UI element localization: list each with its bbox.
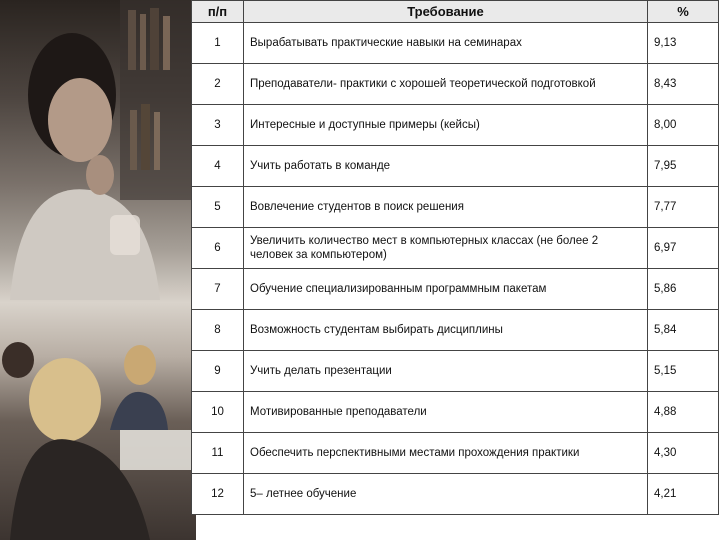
table-row (192, 269, 719, 310)
table-row (192, 474, 719, 515)
row-requirement: Возможность студентам выбирать дисциплины (244, 310, 648, 351)
header-percent: % (648, 1, 719, 23)
row-percent: 6,97 (648, 228, 719, 269)
header-requirement: Требование (244, 1, 648, 23)
row-number: 2 (192, 64, 244, 105)
table-row (192, 105, 719, 146)
row-requirement: 5– летнее обучение (244, 474, 648, 515)
row-requirement: Учить работать в команде (244, 146, 648, 187)
row-number: 11 (192, 433, 244, 474)
table-row (192, 64, 719, 105)
row-percent: 7,77 (648, 187, 719, 228)
table-row (192, 351, 719, 392)
header-number: п/п (192, 1, 244, 23)
row-number: 5 (192, 187, 244, 228)
row-percent: 4,30 (648, 433, 719, 474)
table-row (192, 310, 719, 351)
row-requirement: Вовлечение студентов в поиск решения (244, 187, 648, 228)
row-requirement: Преподаватели- практики с хорошей теоретической подготовкой (244, 64, 648, 105)
row-percent: 8,43 (648, 64, 719, 105)
row-percent: 5,15 (648, 351, 719, 392)
row-number: 12 (192, 474, 244, 515)
row-percent: 5,86 (648, 269, 719, 310)
row-number: 8 (192, 310, 244, 351)
row-requirement: Обучение специализированным программным пакетам (244, 269, 648, 310)
row-number: 3 (192, 105, 244, 146)
row-percent: 8,00 (648, 105, 719, 146)
classroom-photo (0, 0, 196, 540)
row-percent: 4,21 (648, 474, 719, 515)
table-row (192, 187, 719, 228)
row-percent: 9,13 (648, 23, 719, 64)
row-requirement: Учить делать презентации (244, 351, 648, 392)
table-row (192, 146, 719, 187)
row-percent: 4,88 (648, 392, 719, 433)
table-row (192, 392, 719, 433)
row-requirement: Интересные и доступные примеры (кейсы) (244, 105, 648, 146)
requirements-table (191, 0, 719, 515)
row-percent: 5,84 (648, 310, 719, 351)
photo-illustration (0, 0, 196, 540)
table-row (192, 433, 719, 474)
row-number: 1 (192, 23, 244, 64)
row-percent: 7,95 (648, 146, 719, 187)
table-row (192, 23, 719, 64)
row-number: 7 (192, 269, 244, 310)
row-requirement: Мотивированные преподаватели (244, 392, 648, 433)
row-number: 4 (192, 146, 244, 187)
row-number: 9 (192, 351, 244, 392)
table-header-row (192, 1, 719, 23)
row-number: 6 (192, 228, 244, 269)
row-requirement: Увеличить количество мест в компьютерных классах (не более 2 человек за компьютером) (244, 228, 648, 269)
row-number: 10 (192, 392, 244, 433)
row-requirement: Вырабатывать практические навыки на семинарах (244, 23, 648, 64)
table-row (192, 228, 719, 269)
row-requirement: Обеспечить перспективными местами прохождения практики (244, 433, 648, 474)
